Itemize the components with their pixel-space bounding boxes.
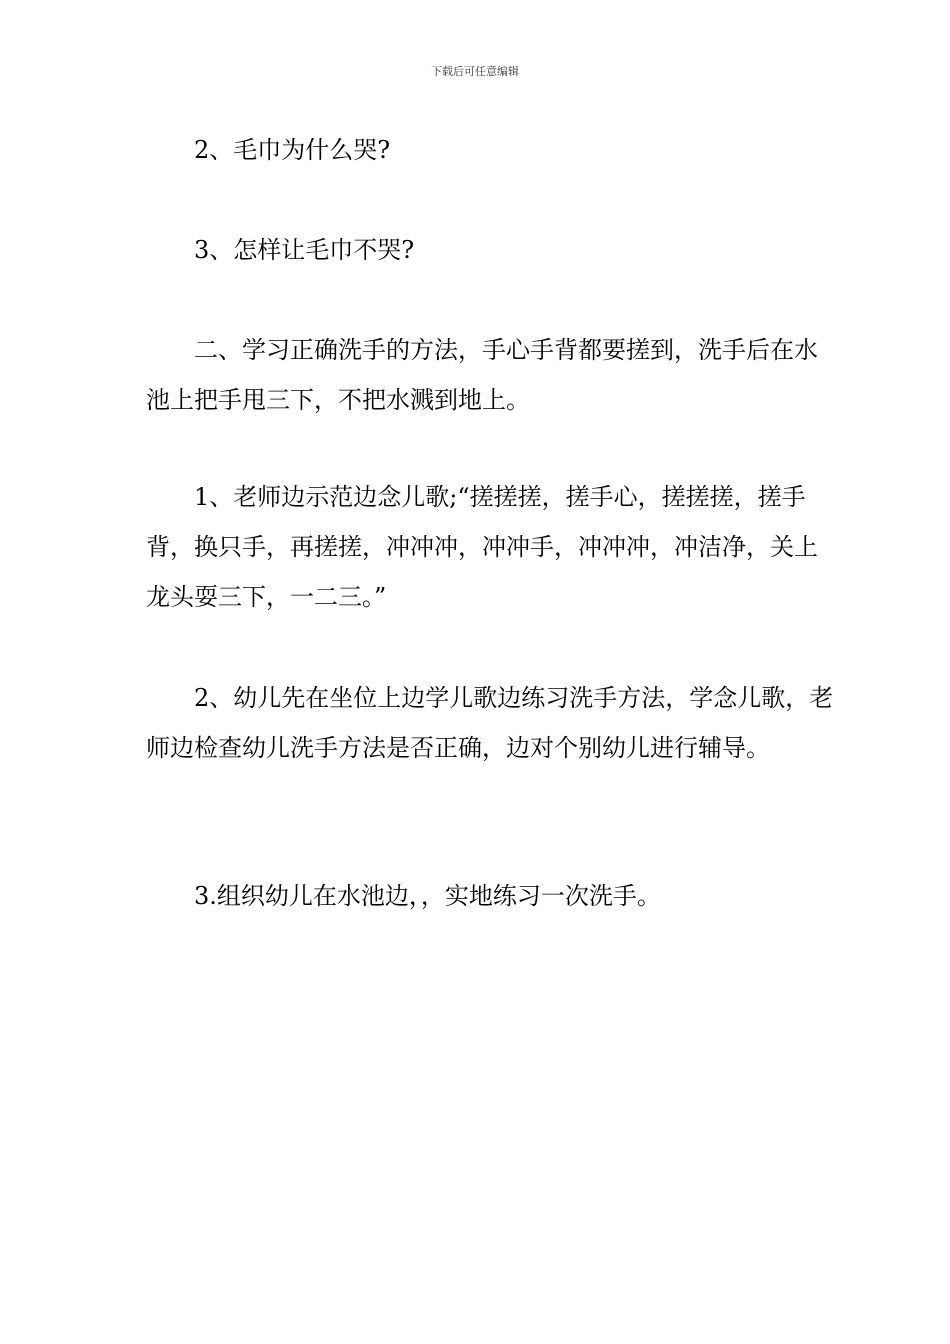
paragraph-step-3: 3.组织幼儿在水池边，，实地练习一次洗手。 [194,882,661,910]
paragraph-question-2: 2、毛巾为什么哭? [194,136,391,164]
page-header: 下载后可任意编辑 [431,65,519,78]
paragraph-section-2: 二、学习正确洗手的方法，手心手背都要搓到，洗手后在水池上把手甩三下，不把水溅到地上。 [146,336,818,414]
paragraph-question-3: 3、怎样让毛巾不哭? [194,236,415,264]
paragraph-step-1: 1、老师边示范边念儿歌;“搓搓搓，搓手心，搓搓搓，搓手背，换只手，再搓搓，冲冲冲，冲冲手，冲冲冲，冲洁净，关上龙头耍三下，一二三。” [146,483,818,611]
paragraph-step-2: 2、幼儿先在坐位上边学儿歌边练习洗手方法，学念儿歌，老师边检查幼儿洗手方法是否正确，边对个别幼儿进行辅导。 [146,684,834,762]
